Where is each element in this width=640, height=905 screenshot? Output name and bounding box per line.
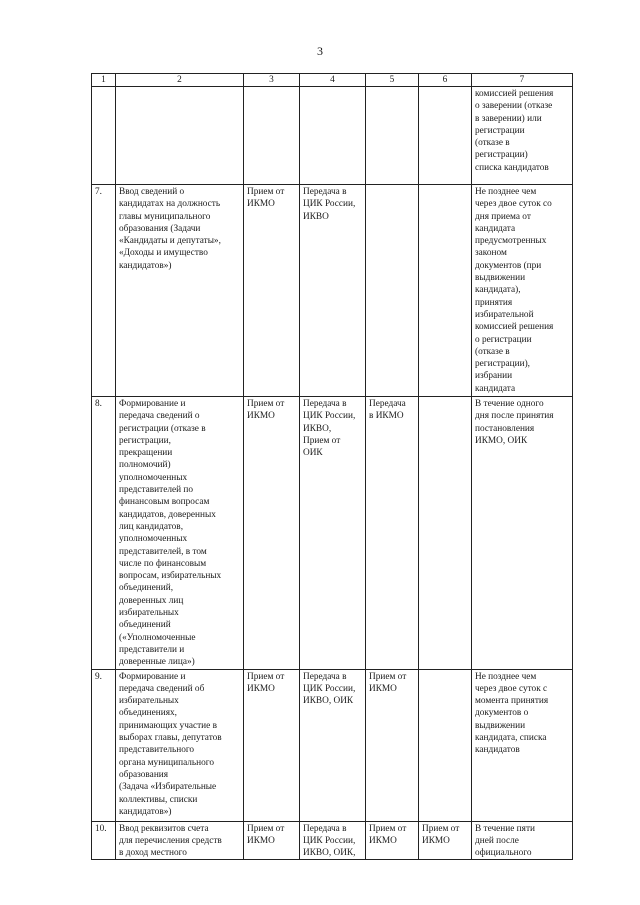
deadline-cell: Не позднее чем через двое суток с момента принятия документов о выдвижении кандидата, списка кандидатов — [472, 669, 573, 821]
col3-cell: Прием от ИКМО — [244, 821, 300, 860]
table-row — [92, 185, 573, 397]
row-number-cell: 8. — [92, 397, 116, 670]
col3-cell: Прием от ИКМО — [244, 185, 300, 397]
col4-cell: Передача в ЦИК России, ИКВО, ОИК — [300, 669, 366, 821]
col4-cell: Передача в ЦИК России, ИКВО — [300, 185, 366, 397]
deadline-cell: комиссией решения о заверении (отказе в заверении) или регистрации (отказе в регистрации) списка кандидатов — [472, 87, 573, 185]
header-cell: 1 — [92, 74, 116, 87]
col5-cell — [366, 87, 419, 185]
page-number: 3 — [317, 44, 323, 58]
table-row — [92, 821, 573, 860]
header-cell: 7 — [472, 74, 573, 87]
col3-cell: Прием от ИКМО — [244, 669, 300, 821]
col4-cell: Передача в ЦИК России, ИКВО, ОИК, — [300, 821, 366, 860]
table-row — [92, 87, 573, 185]
col6-cell — [419, 397, 472, 670]
col4-cell: Передача в ЦИК России, ИКВО, Прием от ОИК — [300, 397, 366, 670]
description-cell: Ввод реквизитов счета для перечисления средств в доход местного — [116, 821, 244, 860]
col5-cell — [366, 185, 419, 397]
col5-cell: Прием от ИКМО — [366, 821, 419, 860]
col6-cell: Прием от ИКМО — [419, 821, 472, 860]
table-header-row — [92, 74, 573, 87]
col3-cell — [244, 87, 300, 185]
row-number-cell: 9. — [92, 669, 116, 821]
header-cell: 4 — [300, 74, 366, 87]
procedure-table — [91, 73, 573, 860]
row-number-cell — [92, 87, 116, 185]
description-cell: Формирование и передача сведений об избирательных объединениях, принимающих участие в выборах главы, депутатов представительного органа муниципального образования (Задача «Избирательные коллективы, списки кандидатов») — [116, 669, 244, 821]
col6-cell — [419, 87, 472, 185]
header-cell: 6 — [419, 74, 472, 87]
table-row — [92, 669, 573, 821]
description-cell: Ввод сведений о кандидатах на должность главы муниципального образования (Задачи «Кандидаты и депутаты», «Доходы и имущество кандидатов») — [116, 185, 244, 397]
table-row — [92, 397, 573, 670]
col3-cell: Прием от ИКМО — [244, 397, 300, 670]
row-number-cell: 10. — [92, 821, 116, 860]
header-cell: 5 — [366, 74, 419, 87]
description-cell: Формирование и передача сведений о регистрации (отказе в регистрации, прекращении полномочий) уполномоченных представителей по финансовым вопросам кандидатов, доверенных лиц кандидатов, уполномоченных представителей, в том числе по финансовым вопросам, избирательных объединений, доверенных лиц избирательных объединений («Уполномоченные представители и доверенные лица») — [116, 397, 244, 670]
col6-cell — [419, 669, 472, 821]
header-cell: 2 — [116, 74, 244, 87]
row-number-cell: 7. — [92, 185, 116, 397]
col5-cell: Прием от ИКМО — [366, 669, 419, 821]
deadline-cell: Не позднее чем через двое суток со дня приема от кандидата предусмотренных законом документов (при выдвижении кандидата), принятия избирательной комиссией решения о регистрации (отказе в регистрации), избрании кандидата — [472, 185, 573, 397]
col4-cell — [300, 87, 366, 185]
col5-cell: Передача в ИКМО — [366, 397, 419, 670]
description-cell — [116, 87, 244, 185]
header-cell: 3 — [244, 74, 300, 87]
deadline-cell: В течение пяти дней после официального — [472, 821, 573, 860]
deadline-cell: В течение одного дня после принятия постановления ИКМО, ОИК — [472, 397, 573, 670]
col6-cell — [419, 185, 472, 397]
